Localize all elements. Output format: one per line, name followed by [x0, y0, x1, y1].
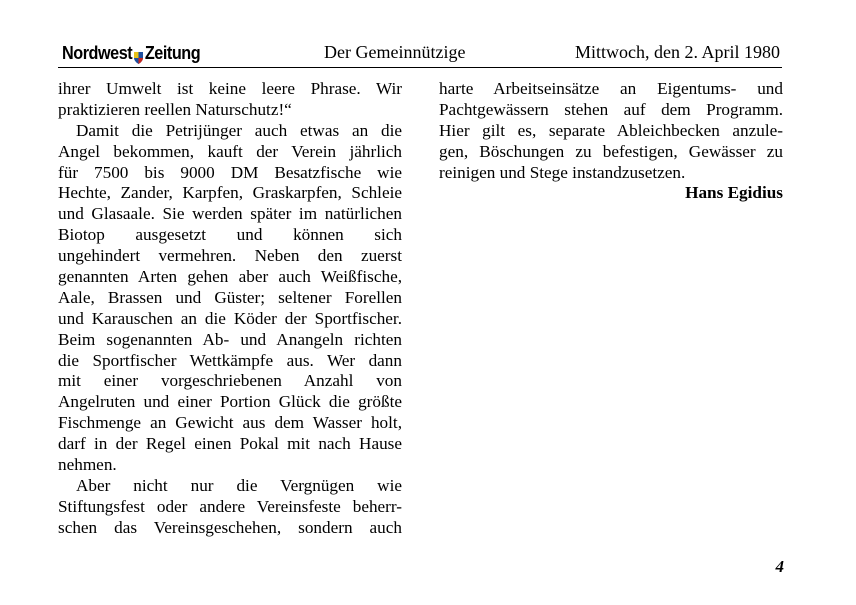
text-line: Aber nicht nur die Vergnügen wie	[76, 475, 402, 495]
text-line: für 7500 bis 9000 DM Besatzfische wie	[58, 162, 402, 182]
author-signature: Hans Egidius	[685, 183, 783, 203]
article-column-right	[439, 79, 783, 204]
logo-text-zeitung: Zeitung	[144, 43, 201, 63]
issue-date: Mittwoch, den 2. April 1980	[575, 42, 780, 62]
text-line: Aale, Brassen und Güster; seltener Forellen	[58, 287, 402, 307]
page-header	[58, 41, 782, 68]
text-line: gen, Böschungen zu befestigen, Gewässer zu	[439, 141, 783, 161]
text-line: schen das Vereinsgeschehen, sondern auch	[58, 517, 402, 537]
text-line: genannten Arten gehen aber auch Weißfische,	[58, 267, 402, 287]
article-column-left	[58, 79, 402, 539]
crest-icon	[134, 48, 143, 60]
text-line: reinigen und Stege instandzusetzen.	[439, 162, 686, 182]
text-line: Angelruten und einer Portion Glück die größte	[58, 392, 402, 412]
text-line: Beim sogenannten Ab- und Anangeln richten	[58, 329, 402, 349]
text-line: Stiftungsfest oder andere Vereinsfeste beherr-	[58, 496, 402, 516]
text-line: ungehindert vermehren. Neben den zuerst	[58, 246, 402, 266]
text-line: Damit die Petrijünger auch etwas an die	[76, 120, 402, 140]
text-line: Fischmenge an Gewicht aus dem Wasser holt,	[58, 413, 402, 433]
text-line: Angel bekommen, kauft der Verein jährlich	[58, 141, 402, 161]
page-number: 4	[775, 557, 784, 576]
newspaper-logo	[62, 43, 200, 64]
text-line: darf in der Regel einen Pokal mit nach Hause	[58, 434, 402, 454]
section-title: Der Gemeinnützige	[324, 42, 466, 62]
text-line: Hechte, Zander, Karpfen, Graskarpfen, Schleie	[58, 183, 402, 203]
text-line: praktizieren reellen Naturschutz!“	[58, 99, 292, 119]
text-line: und Karauschen an die Köder der Sportfischer.	[58, 308, 402, 328]
text-line: und Glasaale. Sie werden später im natürlichen	[58, 204, 402, 224]
text-line: Hier gilt es, separate Ableichbecken anzule-	[439, 120, 783, 140]
text-line: Pachtgewässern stehen auf dem Programm.	[439, 99, 783, 119]
text-line: die Sportfischer Wettkämpfe aus. Wer dann	[58, 350, 402, 370]
logo-text-nordwest: Nordwest	[62, 43, 133, 63]
text-line: mit einer vorgeschriebenen Anzahl von	[58, 371, 402, 391]
text-line: ihrer Umwelt ist keine leere Phrase. Wir	[58, 79, 402, 98]
text-line: harte Arbeitseinsätze an Eigentums- und	[439, 79, 783, 98]
text-line: nehmen.	[58, 455, 117, 475]
text-line: Biotop ausgesetzt und können sich	[58, 225, 402, 245]
